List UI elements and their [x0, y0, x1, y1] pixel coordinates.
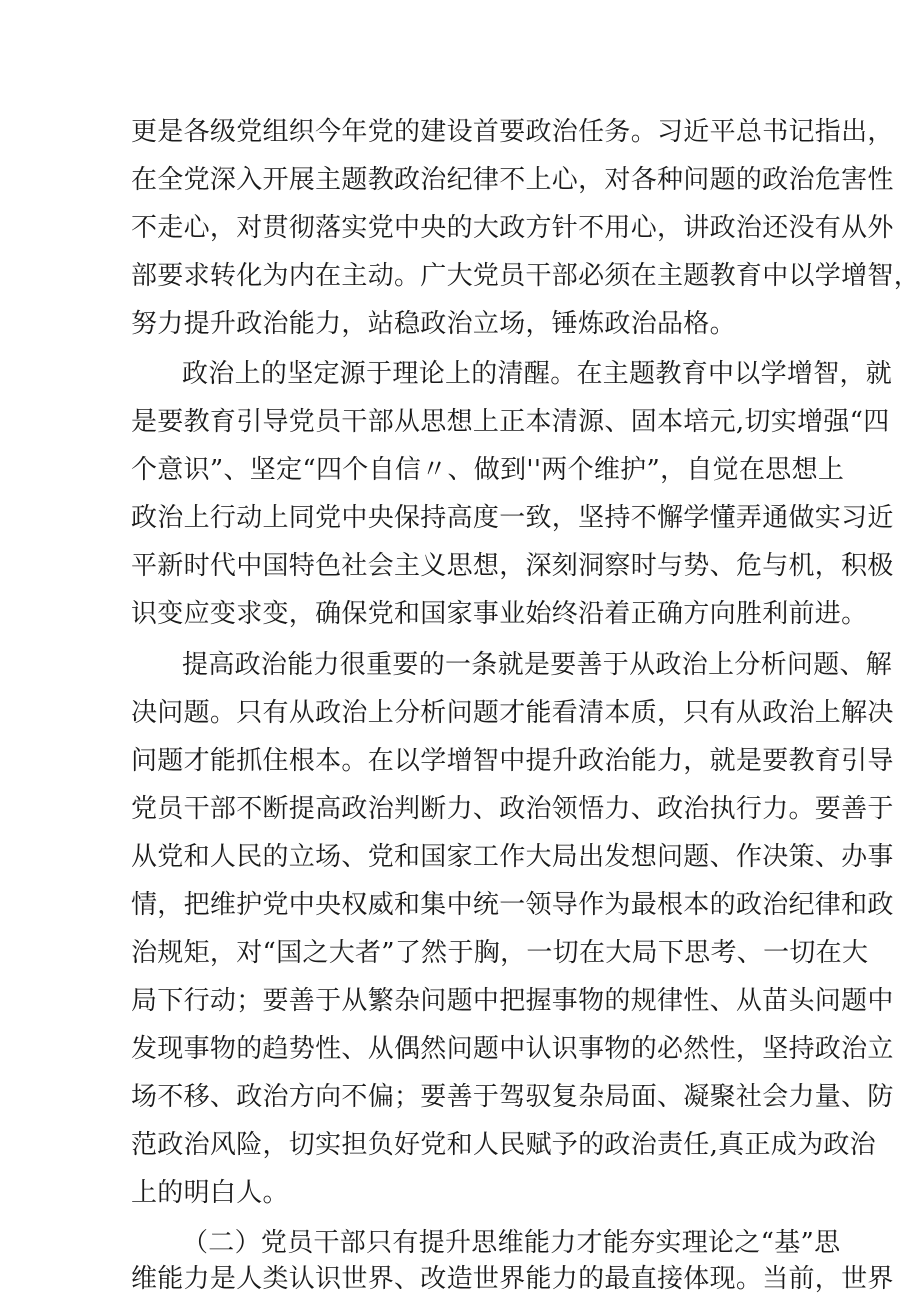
- text-line: 治规矩，对“国之大者”了然于胸，一切在大局下思考、一切在大: [131, 938, 869, 968]
- text-line: 不走心，对贯彻落实党中央的大政方针不用心，讲政治还没有从外: [131, 213, 894, 243]
- text-line: 努力提升政治能力，站稳政治立场，锤炼政治品格。: [131, 309, 736, 339]
- paragraph-first-line: 政治上的坚定源于理论上的清醒。在主题教育中以学增智，就: [182, 359, 893, 389]
- text-line: 问题才能抓住根本。在以学增智中提升政治能力，就是要教育引导: [131, 746, 894, 776]
- text-line: 更是各级党组织今年党的建设首要政治任务。习近平总书记指出，: [131, 117, 894, 147]
- text-line: 决问题。只有从政治上分析问题才能看清本质，只有从政治上解决: [131, 698, 894, 728]
- text-line: 场不移、政治方向不偏；要善于驾驭复杂局面、凝聚社会力量、防: [131, 1082, 894, 1112]
- text-line: 部要求转化为内在主动。广大党员干部必须在主题教育中以学增智，: [131, 261, 920, 291]
- text-line: 从党和人民的立场、党和国家工作大局出发想问题、作决策、办事: [131, 842, 894, 872]
- text-line: 范政治风险，切实担负好党和人民赋予的政治责任,真正成为政治: [131, 1130, 876, 1160]
- text-line: 上的明白人。: [131, 1178, 289, 1208]
- paragraph-first-line: 提高政治能力很重要的一条就是要善于从政治上分析问题、解: [182, 650, 893, 680]
- text-line: 局下行动；要善于从繁杂问题中把握事物的规律性、从苗头问题中: [131, 986, 894, 1016]
- text-line: 识变应变求变，确保党和国家事业始终沿着正确方向胜利前进。: [131, 599, 868, 629]
- text-line: 情，把维护党中央权威和集中统一领导作为最根本的政治纪律和政: [131, 890, 894, 920]
- text-line: 平新时代中国特色社会主义思想，深刻洞察时与势、危与机，积极: [131, 551, 894, 581]
- text-line: 政治上行动上同党中央保持高度一致，坚持不懈学懂弄通做实习近: [131, 503, 894, 533]
- text-line: 发现事物的趋势性、从偶然问题中认识事物的必然性，坚持政治立: [131, 1034, 894, 1064]
- text-line: 是要教育引导党员干部从思想上正本清源、固本培元,切实增强“四: [131, 407, 890, 437]
- section-heading-line: （二）党员干部只有提升思维能力才能夯实理论之“基”思: [182, 1228, 841, 1258]
- text-line: 个意识”、坚定“四个自信〃、做到''两个维护”，自觉在思想上: [131, 455, 845, 485]
- text-line: 党员干部不断提高政治判断力、政治领悟力、政治执行力。要善于: [131, 794, 894, 824]
- text-line: 维能力是人类认识世界、改造世界能力的最直接体现。当前，世界: [131, 1264, 894, 1294]
- text-line: 在全党深入开展主题教政治纪律不上心，对各种问题的政治危害性: [131, 165, 894, 195]
